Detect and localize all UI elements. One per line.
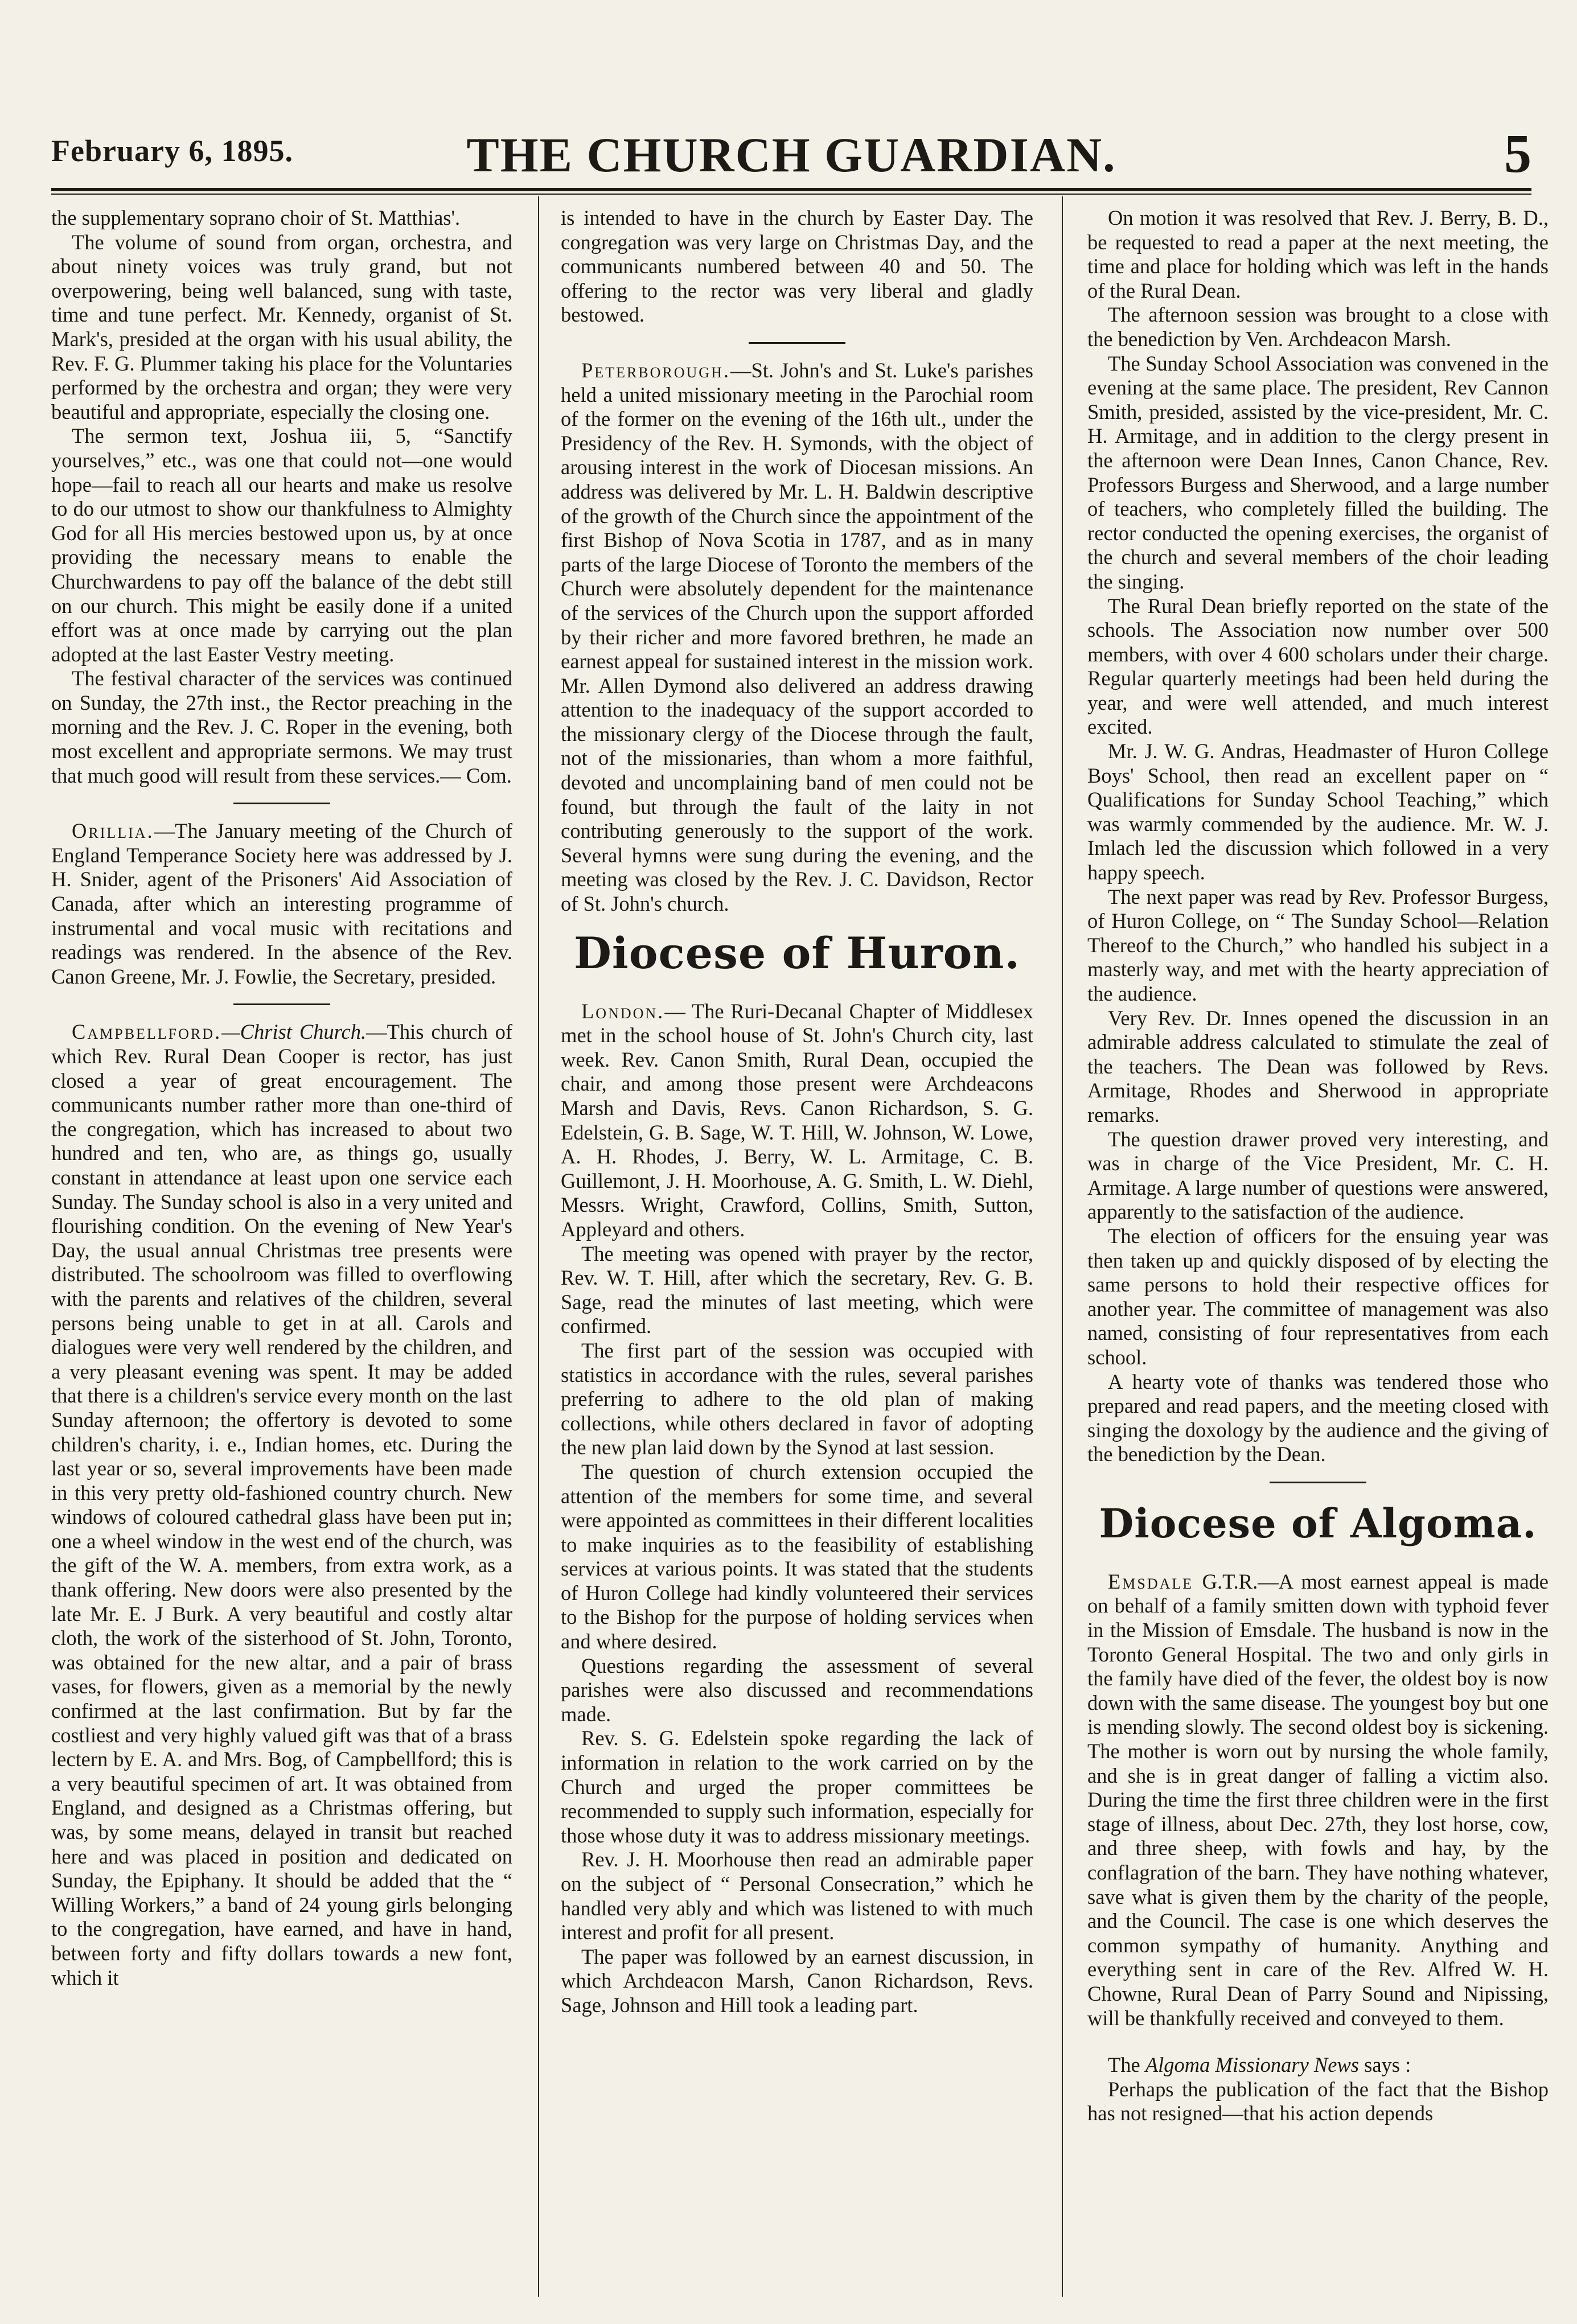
paragraph: The question drawer proved very interesting, and was in charge of the Vice President, Mr. C. H. Armitage. A large number of questions were answered, apparently to the satisfaction of the audience. xyxy=(1087,1127,1549,1224)
dateline-railway: G.T.R. xyxy=(1202,1569,1258,1593)
page-number: 5 xyxy=(1504,123,1531,184)
column-3 xyxy=(1087,206,1549,2301)
paragraph: The first part of the session was occupied with statistics in accordance with the rules, several parishes preferring to adhere to the old plan of making collections, while others declared in favor of adopting the new plan laid down by the Synod at last session. xyxy=(561,1338,1033,1459)
dateline-emsdale: Emsdale xyxy=(1108,1569,1194,1593)
article-text: —The January meeting of the Church of England Temperance Society here was addressed by J. H. Snider, agent of the Prisoners' Aid Association of Canada, after which an interesting programme of instrumental and vocal music with recitations and readings was rendered. In the absence of the Rev. Canon Greene, Mr. J. Fowlie, the Secretary, presided. xyxy=(51,819,512,988)
paragraph: Perhaps the publication of the fact that the Bishop has not resigned—that his action depends xyxy=(1087,2077,1549,2125)
article-campbellford xyxy=(51,1020,512,1990)
paragraph: A hearty vote of thanks was tendered those who prepared and read papers, and the meeting closed with singing the doxology by the audience and the giving of the benediction by the Dean. xyxy=(1087,1369,1549,1466)
article-emsdale xyxy=(1087,1570,1549,2030)
section-separator xyxy=(1270,1482,1366,1483)
paragraph: the supplementary soprano choir of St. Matthias'. xyxy=(51,206,461,229)
article-text: —This church of which Rev. Rural Dean Cooper is rector, has just closed a year of great encouragement. The communicants number rather more than one-third of the congregation, which has increased to about two hundred and ten, who are, as things go, usually constant in attendance at least upon one service each Sunday. The Sunday school is also in a very united and flourishing condition. On the evening of New Year's Day, the usual annual Christmas tree presents were distributed. The schoolroom was filled to overflowing with the parents and relatives of the children, several persons being unable to get in at all. Carols and dialogues were very well rendered by the children, and a very pleasant evening was spent. It may be added that there is a children's service every month on the last Sunday afternoon; the offertory is devoted to some children's charity, i. e., Indian homes, etc. During the last year or so, several improvements have been made in this very pretty old-fashioned country church. New windows of coloured cathedral glass have been put in; one a wheel window in the west end of the church, was the gift of the W. A. members, from extra work, as a thank offering. New doors were also presented by the late Mr. E. J Burk. A very beautiful and costly altar cloth, the work of the sisterhood of St. John, Toronto, was obtained for the new altar, and a pair of brass vases, for flowers, given as a memorial by the newly confirmed at the last confirmation. But by far the costliest and very highly valued gift was that of a brass lectern by E. A. and Mrs. Bog, of Campbellford; this is a very beautiful specimen of art. It was obtained from England, and designed as a Christmas offering, but was, by some means, delayed in transit but reached here and was placed in position and dedicated on Sunday, the Epiphany. It should be added that the “ Willing Workers,” a band of 24 young girls belonging to the congregation, have earned, and have in hand, between forty and fifty dollars towards a new font, which it xyxy=(51,1020,512,1989)
paragraph: The sermon text, Joshua iii, 5, “Sanctify yourselves,” etc., was one that could not—one would hope—fail to reach all our hearts and make us resolve to do our utmost to show our thankfulness to Almighty God for all His mercies bestowed upon us, by at once providing the necessary means to enable the Churchwardens to pay off the balance of the debt still on our church. This might be easily done if a united effort was at once made by carrying out the plan adopted at the last Easter Vestry meeting. xyxy=(51,424,512,666)
column-divider-2 xyxy=(1062,196,1063,2297)
paragraph: The afternoon session was brought to a close with the benediction by Ven. Archdeacon Marsh. xyxy=(1087,303,1549,351)
article-text: —St. John's and St. Luke's parishes held a united missionary meeting in the Parochial room of the former on the evening of the 16th ult., under the Presidency of the Rev. H. Symonds, with the object of arousing interest in the work of Diocesan missions. An address was delivered by Mr. L. H. Baldwin descriptive of the growth of the Church since the appointment of the first Bishop of Nova Scotia in 1787, and as in many parts of the large Diocese of Toronto the members of the Church were absolutely dependent for the maintenance of the services of the Church upon the support afforded by their richer and more favored brethren, he made an earnest appeal for sustained interest in the mission work. Mr. Allen Dymond also delivered an address drawing attention to the inadequacy of the support accorded to the missionary clergy of the Diocese through the fault, not of the missionaries, than whom a more faithful, devoted and uncomplaining band of men could not be found, but through the fault of the laity in not contributing generously to the support of the work. Several hymns were sung during the evening, and the meeting was closed by the Rev. J. C. Davidson, Rector of St. John's church. xyxy=(561,358,1033,916)
article-text: — The Ruri-Decanal Chapter of Middlesex met in the school house of St. John's Church city, last week. Rev. Canon Smith, Rural Dean, occupied the chair, and among those present were Archdeacons Marsh and Davis, Revs. Canon Richardson, S. G. Edelstein, G. B. Sage, W. T. Hill, W. Johnson, W. Lowe, A. H. Rhodes, J. Berry, W. L. Armitage, C. B. Guillemont, J. H. Moorhouse, A. G. Smith, L. W. Diehl, Messrs. Wright, Crawford, Collins, Smith, Sutton, Appleyard and others. xyxy=(561,999,1033,1241)
newspaper-title: THE CHURCH GUARDIAN. xyxy=(466,127,1116,182)
section-heading-diocese-of-algoma: Diocese of Algoma. xyxy=(1099,1499,1537,1547)
paragraph: The Rural Dean briefly reported on the state of the schools. The Association now number over 500 members, with over 4 600 scholars under their charge. Regular quarterly meetings had been held during the year, and were well attended, and much interest excited. xyxy=(1087,594,1549,739)
column-2 xyxy=(561,206,1033,2301)
paragraph-algoma-news xyxy=(1087,2053,1549,2078)
paragraph: The volume of sound from organ, orchestra, and about ninety voices was truly grand, but not overpowering, being well balanced, sung with taste, time and tune perfect. Mr. Kennedy, organist of St. Mark's, presided at the organ with his usual ability, the Rev. F. G. Plummer taking his place for the Voluntaries performed by the orchestra and organ; they were very beautiful and appropriate, especially the closing one. xyxy=(51,230,512,423)
article-peterborough xyxy=(561,359,1033,916)
paragraph: The next paper was read by Rev. Professor Burgess, of Huron College, on “ The Sunday School—Relation Thereof to the Church,” who handled his subject in a masterly way, and met with the hearty appreciation of the audience. xyxy=(1087,885,1549,1005)
dateline-campbellford: Campbellford. xyxy=(72,1020,222,1044)
column-1 xyxy=(51,206,512,2301)
paragraph: The meeting was opened with prayer by the rector, Rev. W. T. Hill, after which the secretary, Rev. G. B. Sage, read the minutes of last meeting, which were confirmed. xyxy=(561,1241,1033,1338)
text: The xyxy=(1108,2053,1145,2077)
paragraph: Rev. S. G. Edelstein spoke regarding the lack of information in relation to the work carried on by the Church and urged the proper committees be recommended to supply such information, especially for those whose duty it was to address missionary meetings. xyxy=(561,1726,1033,1847)
paragraph: The question of church extension occupied the attention of the members for some time, and several were appointed as committees in their different localities to make inquiries as to the feasibility of establishing services at various points. It was stated that the students of Huron College had kindly volunteered their services to the Bishop for the purpose of holding services when and where desired. xyxy=(561,1459,1033,1653)
section-separator xyxy=(233,803,330,804)
paragraph: On motion it was resolved that Rev. J. Berry, B. D., be requested to read a paper at the next meeting, the time and place for holding which was left in the hands of the Rural Dean. xyxy=(1087,206,1549,302)
section-heading-diocese-of-huron: Diocese of Huron. xyxy=(573,927,1021,978)
text: says : xyxy=(1359,2053,1411,2077)
header-rule-thin xyxy=(51,194,1531,195)
article-london xyxy=(561,999,1033,1242)
publication-title: Algoma Missionary News xyxy=(1145,2053,1360,2077)
section-separator xyxy=(749,342,845,344)
paragraph: Questions regarding the assessment of several parishes were also discussed and recommendations made. xyxy=(561,1653,1033,1726)
church-name: —Christ Church. xyxy=(221,1020,367,1044)
dateline-london: London. xyxy=(581,999,665,1023)
paragraph: Rev. J. H. Moorhouse then read an admirable paper on the subject of “ Personal Consecration,” which he handled very ably and which was listened to with much interest and profit for all present. xyxy=(561,1848,1033,1944)
column-divider-1 xyxy=(538,196,539,2297)
paragraph: Very Rev. Dr. Innes opened the discussion in an admirable address calculated to stimulate the zeal of the teachers. The Dean was followed by Revs. Armitage, Rhodes and Sherwood in appropriate remarks. xyxy=(1087,1006,1549,1126)
paragraph: The festival character of the services was continued on Sunday, the 27th inst., the Rector preaching in the morning and the Rev. J. C. Roper in the evening, both most excellent and appropriate sermons. We may trust that much good will result from these services.— Com. xyxy=(51,667,512,787)
header-rule-thick xyxy=(51,188,1531,191)
dateline-peterborough: Peterborough. xyxy=(581,358,730,382)
paragraph: The paper was followed by an earnest discussion, in which Archdeacon Marsh, Canon Richardson, Revs. Sage, Johnson and Hill took a leading part. xyxy=(561,1944,1033,2017)
paragraph: The election of officers for the ensuing year was then taken up and quickly disposed of by electing the same persons to hold their respective offices for another year. The committee of management was also named, consisting of four representatives from each school. xyxy=(1087,1224,1549,1369)
section-separator xyxy=(233,1003,330,1005)
paragraph: Mr. J. W. G. Andras, Headmaster of Huron College Boys' School, then read an excellent paper on “ Qualifications for Sunday School Teaching,” which was warmly commended by the audience. Mr. W. J. Imlach led the discussion which followed in a very happy speech. xyxy=(1087,739,1549,885)
dateline-orillia: Orillia. xyxy=(72,819,154,843)
paragraph: The Sunday School Association was convened in the evening at the same place. The president, Rev Cannon Smith, presided, assisted by the vice-president, Mr. C. H. Armitage, and in addition to the clergy present in the afternoon were Dean Innes, Canon Chance, Rev. Professors Burgess and Sherwood, and a large number of teachers, who completely filled the building. The rector conducted the opening exercises, the organist of the church and several members of the choir leading the singing. xyxy=(1087,351,1549,593)
page-header xyxy=(51,123,1531,184)
article-orillia xyxy=(51,819,512,989)
paragraph: is intended to have in the church by Easter Day. The congregation was very large on Christmas Day, and the communicants numbered between 40 and 50. The offering to the rector was very liberal and gladly bestowed. xyxy=(561,206,1033,327)
issue-date: February 6, 1895. xyxy=(51,134,293,168)
article-text: —A most earnest appeal is made on behalf of a family smitten down with typhoid fever in the Mission of Emsdale. The husband is now in the Toronto General Hospital. The two and only girls in the family have died of the fever, the oldest boy is now down with the same disease. The youngest boy but one is mending slowly. The second oldest boy is sickening. The mother is worn out by nursing the whole family, and she is in great danger of falling a victim also. During the time the first three children were in the first stage of illness, about Dec. 27th, they lost horse, cow, and three sheep, with fowls and hay, by the conflagration of the barn. They have nothing whatever, save what is given them by the charity of the people, and the Council. The case is one which deserves the common sympathy of humanity. Anything and everything sent in care of the Rev. Alfred W. H. Chowne, Rural Dean of Parry Sound and Nipissing, will be thankfully received and conveyed to them. xyxy=(1087,1569,1549,2030)
